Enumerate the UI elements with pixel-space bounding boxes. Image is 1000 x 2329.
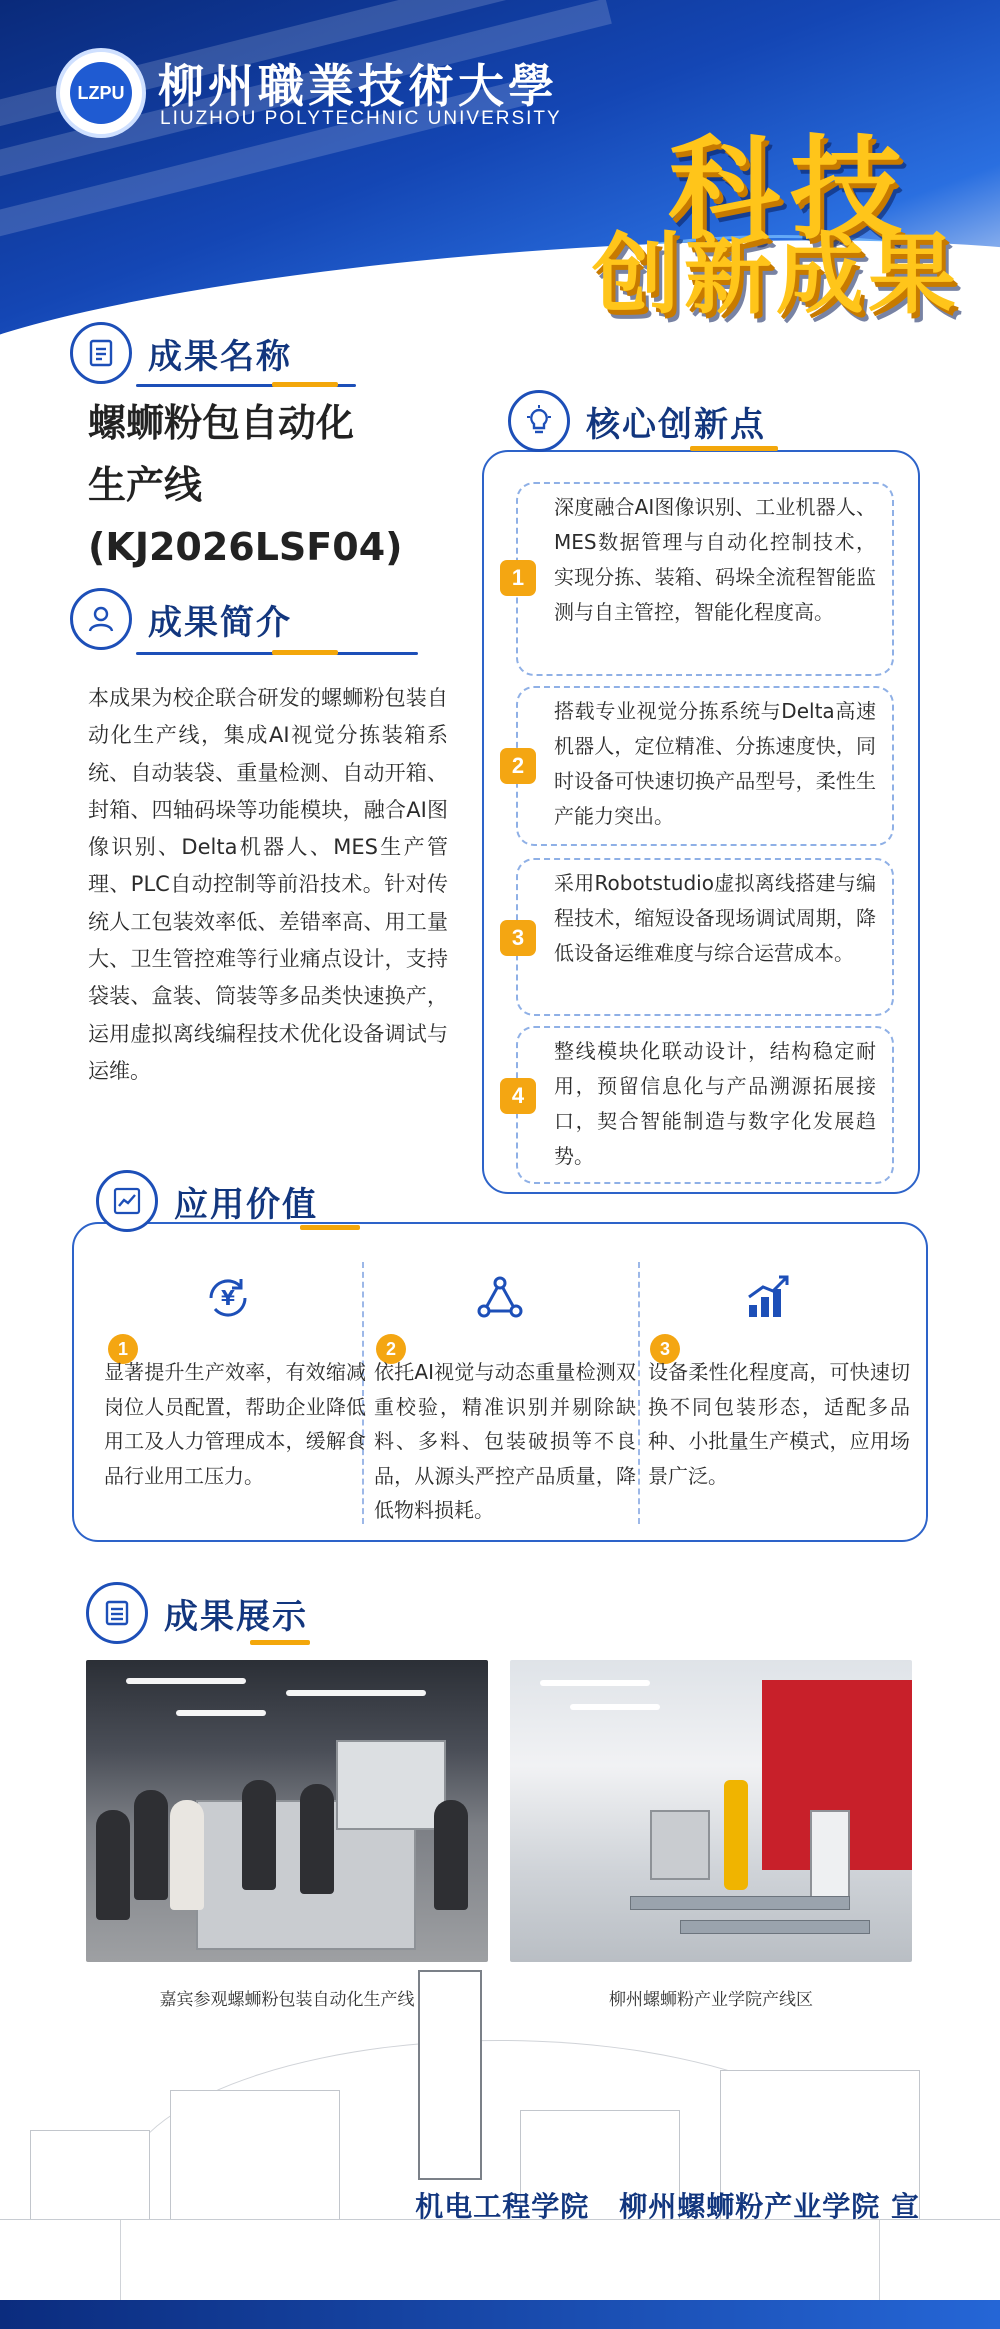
innovation-number: 1 bbox=[500, 560, 536, 596]
section-title: 核心创新点 bbox=[586, 404, 766, 445]
footer-publisher bbox=[415, 2185, 920, 2225]
value-number: 2 bbox=[376, 1334, 406, 1364]
industrial-robot bbox=[724, 1780, 748, 1890]
person-icon bbox=[70, 588, 132, 650]
university-logo bbox=[56, 48, 146, 138]
innovation-card-1 bbox=[516, 482, 894, 676]
value-number: 3 bbox=[650, 1334, 680, 1364]
innovation-text: 采用Robotstudio虚拟离线搭建与编程技术，缩短设备现场调试周期，降低设备运维难度与综合运营成本。 bbox=[554, 871, 876, 965]
visitor bbox=[96, 1810, 130, 1920]
conveyor-belt bbox=[680, 1920, 870, 1934]
innovation-text: 搭载专业视觉分拣系统与Delta高速机器人，定位精准、分拣速度快，同时设备可快速切换产品型号，柔性生产能力突出。 bbox=[554, 699, 876, 828]
conveyor-belt bbox=[630, 1896, 850, 1910]
value-text: 设备柔性化程度高，可快速切换不同包装形态，适配多品种、小批量生产模式，应用场景广泛。 bbox=[648, 1360, 910, 1488]
innovation-text: 深度融合AI图像识别、工业机器人、MES数据管理与自动化控制技术，实现分拣、装箱、码垛全流程智能监测与自主管控，智能化程度高。 bbox=[554, 495, 876, 624]
packaging-machine bbox=[336, 1740, 446, 1830]
section-title: 成果名称 bbox=[148, 336, 292, 377]
section-underline-accent bbox=[272, 650, 338, 655]
banner-title-line1: 科技 bbox=[668, 125, 912, 255]
document-icon bbox=[86, 1582, 148, 1644]
visitor bbox=[300, 1784, 334, 1894]
university-name-en: LIUZHOU POLYTECHNIC UNIVERSITY bbox=[160, 108, 562, 129]
footer-college1: 机电工程学院 bbox=[415, 2190, 590, 2223]
section-showcase bbox=[86, 1578, 308, 1648]
section-title: 成果简介 bbox=[148, 602, 292, 643]
section-title: 应用价值 bbox=[174, 1184, 318, 1225]
achievement-name-line2: 生产线 bbox=[88, 463, 203, 507]
innovation-card-2 bbox=[516, 686, 894, 846]
campus-gate-monument bbox=[418, 1970, 482, 2180]
value-divider bbox=[638, 1262, 640, 1524]
innovation-text: 整线模块化联动设计，结构稳定耐用，预留信息化与产品溯源拓展接口，契合智能制造与数字化发展趋势。 bbox=[554, 1039, 876, 1168]
campus-building bbox=[170, 2090, 340, 2220]
value-text: 依托AI视觉与动态重量检测双重校验，精准识别并剔除缺料、多料、包装破损等不良品，从源头严控产品质量，降低物料损耗。 bbox=[374, 1360, 636, 1522]
ceiling-light bbox=[540, 1680, 650, 1686]
section-underline-accent bbox=[300, 1225, 360, 1230]
section-title: 成果展示 bbox=[164, 1596, 308, 1637]
photo-caption: 柳州螺蛳粉产业学院产线区 bbox=[609, 1990, 813, 2010]
achievement-name-line1: 螺蛳粉包自动化 bbox=[88, 401, 355, 445]
logo-mark: LZPU bbox=[70, 62, 132, 124]
svg-text:¥: ¥ bbox=[221, 1286, 235, 1310]
visitor bbox=[170, 1800, 204, 1910]
section-underline-accent bbox=[690, 446, 778, 451]
photo-industry-college-line bbox=[510, 1660, 912, 1962]
innovation-card-3 bbox=[516, 858, 894, 1016]
production-equipment bbox=[810, 1810, 850, 1900]
production-equipment bbox=[650, 1810, 710, 1880]
footer-college2: 柳州螺蛳粉产业学院 宣 bbox=[619, 2190, 920, 2223]
section-intro bbox=[70, 584, 292, 654]
section-achievement-name bbox=[70, 318, 292, 388]
lightbulb-icon bbox=[508, 390, 570, 452]
value-text: 显著提升生产效率，有效缩减岗位人员配置，帮助企业降低用工及人力管理成本，缓解食品行业用工压力。 bbox=[104, 1360, 366, 1488]
section-value bbox=[96, 1166, 318, 1236]
document-list-icon bbox=[70, 322, 132, 384]
yen-cycle-icon bbox=[198, 1268, 258, 1328]
ceiling-light bbox=[176, 1710, 266, 1716]
ceiling-light bbox=[286, 1690, 426, 1696]
bar-growth-icon bbox=[738, 1268, 798, 1328]
footer-bar bbox=[0, 2300, 1000, 2329]
ceiling-light bbox=[570, 1704, 660, 1710]
value-number: 1 bbox=[108, 1334, 138, 1364]
ceiling-light bbox=[126, 1678, 246, 1684]
photo-caption: 嘉宾参观螺蛳粉包装自动化生产线 bbox=[159, 1990, 415, 2010]
section-underline-accent bbox=[272, 382, 338, 387]
visitor bbox=[242, 1780, 276, 1890]
intro-paragraph: 本成果为校企联合研发的螺蛳粉包装自动化生产线，集成AI视觉分拣装箱系统、自动装袋、重量检测、自动开箱、封箱、四轴码垛等功能模块，融合AI图像识别、Delta机器人、MES生产管理、PLC自动控制等前沿技术。针对传统人工包装效率低、差错率高、用工量大、卫生管控难等行业痛点设计，支持袋装、盒装、筒装等多品类快速换产，运用虚拟离线编程技术优化设备调试与运维。 bbox=[88, 686, 448, 1083]
banner-title-line2: 创新成果 bbox=[591, 223, 960, 326]
achievement-name bbox=[88, 392, 468, 578]
chart-growth-icon bbox=[96, 1170, 158, 1232]
campus-building bbox=[30, 2130, 150, 2220]
innovation-card-4 bbox=[516, 1026, 894, 1184]
photo-visitors-production-line bbox=[86, 1660, 488, 1962]
innovation-number: 3 bbox=[500, 920, 536, 956]
university-name-cn: 柳州職業技術大學 bbox=[158, 59, 558, 113]
innovation-number: 4 bbox=[500, 1078, 536, 1114]
innovation-number: 2 bbox=[500, 748, 536, 784]
visitor bbox=[134, 1790, 168, 1900]
network-nodes-icon bbox=[470, 1268, 530, 1328]
achievement-code: (KJ2026LSF04) bbox=[88, 525, 403, 569]
visitor bbox=[434, 1800, 468, 1910]
section-underline-accent bbox=[250, 1640, 310, 1645]
